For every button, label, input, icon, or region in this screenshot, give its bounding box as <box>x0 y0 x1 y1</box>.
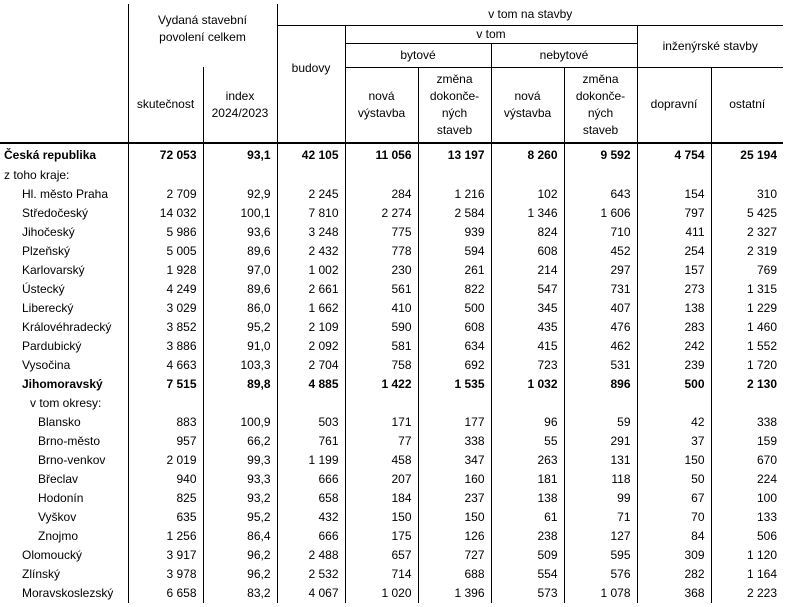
table-row <box>0 204 783 223</box>
cell-value: 13 197 <box>418 143 491 166</box>
header-col-index: index 2024/2023 <box>203 67 277 143</box>
cell-value: 797 <box>637 204 711 223</box>
cell-value: 297 <box>564 261 637 280</box>
cell-value: 157 <box>637 261 711 280</box>
cell-value: 1 002 <box>277 261 345 280</box>
row-label: Blansko <box>38 415 81 429</box>
cell-value: 150 <box>418 508 491 527</box>
cell-value <box>128 166 203 185</box>
cell-value: 531 <box>564 356 637 375</box>
cell-value: 237 <box>418 489 491 508</box>
cell-value: 3 029 <box>128 299 203 318</box>
cell-value: 284 <box>345 185 418 204</box>
cell-value: 778 <box>345 242 418 261</box>
header-v-tom: v tom <box>345 25 637 43</box>
cell-value: 1 256 <box>128 527 203 546</box>
cell-value: 207 <box>345 470 418 489</box>
cell-value: 55 <box>491 432 564 451</box>
cell-value: 1 422 <box>345 375 418 394</box>
cell-value: 150 <box>637 451 711 470</box>
cell-value <box>128 394 203 413</box>
cell-value: 291 <box>564 432 637 451</box>
cell-value: 1 078 <box>564 584 637 603</box>
cell-value: 89,6 <box>203 280 277 299</box>
cell-value: 89,8 <box>203 375 277 394</box>
cell-value: 118 <box>564 470 637 489</box>
table-row <box>0 413 783 432</box>
cell-value: 96,2 <box>203 565 277 584</box>
row-label: Středočeský <box>22 206 89 220</box>
cell-value: 432 <box>277 508 345 527</box>
cell-value: 84 <box>637 527 711 546</box>
cell-value: 476 <box>564 318 637 337</box>
row-label: Vyškov <box>38 510 77 524</box>
cell-value: 25 194 <box>711 143 783 166</box>
cell-value: 3 917 <box>128 546 203 565</box>
cell-value: 775 <box>345 223 418 242</box>
row-label: Královéhradecký <box>22 320 112 334</box>
cell-value: 14 032 <box>128 204 203 223</box>
cell-value: 825 <box>128 489 203 508</box>
cell-value: 7 810 <box>277 204 345 223</box>
cell-value: 2 109 <box>277 318 345 337</box>
cell-value: 822 <box>418 280 491 299</box>
cell-value: 561 <box>345 280 418 299</box>
cell-value: 175 <box>345 527 418 546</box>
cell-value <box>203 394 277 413</box>
header-residential: bytové <box>345 43 491 67</box>
table-row <box>0 280 783 299</box>
header-col-res-new: nová výstavba <box>345 67 418 143</box>
cell-value: 1 032 <box>491 375 564 394</box>
cell-value: 547 <box>491 280 564 299</box>
table-row <box>0 565 783 584</box>
cell-value: 214 <box>491 261 564 280</box>
cell-value: 688 <box>418 565 491 584</box>
cell-value: 1 164 <box>711 565 783 584</box>
cell-value: 411 <box>637 223 711 242</box>
cell-value: 415 <box>491 337 564 356</box>
cell-value: 91,0 <box>203 337 277 356</box>
cell-value: 131 <box>564 451 637 470</box>
cell-value: 338 <box>418 432 491 451</box>
table-row <box>0 261 783 280</box>
cell-value: 410 <box>345 299 418 318</box>
cell-value: 138 <box>637 299 711 318</box>
cell-value: 100,1 <box>203 204 277 223</box>
table-row <box>0 394 783 413</box>
row-label: Hodonín <box>38 491 84 505</box>
cell-value <box>637 394 711 413</box>
cell-value: 4 754 <box>637 143 711 166</box>
cell-value: 2 019 <box>128 451 203 470</box>
cell-value: 347 <box>418 451 491 470</box>
table-row <box>0 337 783 356</box>
cell-value: 957 <box>128 432 203 451</box>
cell-value: 608 <box>491 242 564 261</box>
cell-value: 181 <box>491 470 564 489</box>
cell-value: 171 <box>345 413 418 432</box>
cell-value: 3 886 <box>128 337 203 356</box>
header-engineering: inženýrské stavby <box>637 25 783 67</box>
cell-value: 758 <box>345 356 418 375</box>
cell-value <box>491 166 564 185</box>
cell-value <box>637 166 711 185</box>
cell-value: 407 <box>564 299 637 318</box>
table-body <box>0 143 783 603</box>
row-label: Moravskoslezský <box>22 586 114 600</box>
header-col-nonres-change: změna dokonče-ných staveb <box>564 67 637 143</box>
cell-value: 1 020 <box>345 584 418 603</box>
cell-value: 769 <box>711 261 783 280</box>
cell-value: 761 <box>277 432 345 451</box>
cell-value: 273 <box>637 280 711 299</box>
cell-value: 59 <box>564 413 637 432</box>
table-row <box>0 299 783 318</box>
cell-value: 184 <box>345 489 418 508</box>
cell-value: 643 <box>564 185 637 204</box>
table-row <box>0 242 783 261</box>
cell-value: 238 <box>491 527 564 546</box>
cell-value: 8 260 <box>491 143 564 166</box>
cell-value: 6 658 <box>128 584 203 603</box>
cell-value: 368 <box>637 584 711 603</box>
cell-value: 338 <box>711 413 783 432</box>
cell-value: 126 <box>418 527 491 546</box>
cell-value <box>277 394 345 413</box>
cell-value: 554 <box>491 565 564 584</box>
cell-value: 86,4 <box>203 527 277 546</box>
cell-value: 635 <box>128 508 203 527</box>
row-label: Plzeňský <box>22 244 71 258</box>
cell-value: 2 223 <box>711 584 783 603</box>
cell-value: 103,3 <box>203 356 277 375</box>
cell-value: 345 <box>491 299 564 318</box>
cell-value <box>711 166 783 185</box>
cell-value: 89,6 <box>203 242 277 261</box>
cell-value: 154 <box>637 185 711 204</box>
cell-value: 230 <box>345 261 418 280</box>
cell-value: 2 327 <box>711 223 783 242</box>
header-col-nonres-new: nová výstavba <box>491 67 564 143</box>
cell-value: 133 <box>711 508 783 527</box>
cell-value: 4 067 <box>277 584 345 603</box>
cell-value: 71 <box>564 508 637 527</box>
row-label: Pardubický <box>22 339 82 353</box>
cell-value: 1 216 <box>418 185 491 204</box>
cell-value: 242 <box>637 337 711 356</box>
cell-value: 462 <box>564 337 637 356</box>
row-label: Ústecký <box>22 282 65 296</box>
cell-value: 177 <box>418 413 491 432</box>
cell-value: 37 <box>637 432 711 451</box>
table-row <box>0 318 783 337</box>
cell-value: 594 <box>418 242 491 261</box>
table-row <box>0 584 783 603</box>
cell-value <box>711 394 783 413</box>
cell-value <box>418 394 491 413</box>
cell-value <box>564 394 637 413</box>
header-col-res-change: změna dokonče-ných staveb <box>418 67 491 143</box>
cell-value: 67 <box>637 489 711 508</box>
cell-value: 309 <box>637 546 711 565</box>
cell-value: 595 <box>564 546 637 565</box>
cell-value: 1 199 <box>277 451 345 470</box>
cell-value: 1 460 <box>711 318 783 337</box>
cell-value: 2 532 <box>277 565 345 584</box>
cell-value: 4 249 <box>128 280 203 299</box>
cell-value: 282 <box>637 565 711 584</box>
cell-value: 1 315 <box>711 280 783 299</box>
header-col-transport: dopravní <box>637 67 711 143</box>
cell-value: 666 <box>277 527 345 546</box>
cell-value: 7 515 <box>128 375 203 394</box>
cell-value: 50 <box>637 470 711 489</box>
table-row <box>0 185 783 204</box>
cell-value: 503 <box>277 413 345 432</box>
cell-value: 100 <box>711 489 783 508</box>
cell-value: 42 <box>637 413 711 432</box>
cell-value: 1 535 <box>418 375 491 394</box>
row-label: Brno-město <box>38 434 101 448</box>
cell-value: 9 592 <box>564 143 637 166</box>
cell-value: 1 662 <box>277 299 345 318</box>
cell-value: 573 <box>491 584 564 603</box>
row-label: z toho kraje: <box>4 168 70 182</box>
cell-value: 896 <box>564 375 637 394</box>
table-row <box>0 527 783 546</box>
table-row <box>0 223 783 242</box>
cell-value: 159 <box>711 432 783 451</box>
cell-value: 127 <box>564 527 637 546</box>
cell-value: 310 <box>711 185 783 204</box>
cell-value: 4 885 <box>277 375 345 394</box>
cell-value: 224 <box>711 470 783 489</box>
row-label: Jihomoravský <box>22 377 103 391</box>
row-label: Česká republika <box>0 143 128 166</box>
cell-value: 657 <box>345 546 418 565</box>
cell-value: 95,2 <box>203 318 277 337</box>
cell-value: 283 <box>637 318 711 337</box>
cell-value: 435 <box>491 318 564 337</box>
row-label: v tom okresy: <box>30 396 102 410</box>
cell-value: 2 274 <box>345 204 418 223</box>
cell-value: 93,1 <box>203 143 277 166</box>
cell-value: 1 552 <box>711 337 783 356</box>
cell-value: 93,6 <box>203 223 277 242</box>
cell-value: 2 130 <box>711 375 783 394</box>
cell-value: 3 248 <box>277 223 345 242</box>
cell-value <box>277 166 345 185</box>
cell-value: 138 <box>491 489 564 508</box>
cell-value: 99,3 <box>203 451 277 470</box>
cell-value <box>491 394 564 413</box>
cell-value: 72 053 <box>128 143 203 166</box>
cell-value: 3 852 <box>128 318 203 337</box>
cell-value: 102 <box>491 185 564 204</box>
cell-value <box>345 166 418 185</box>
cell-value <box>418 166 491 185</box>
cell-value: 458 <box>345 451 418 470</box>
cell-value: 93,2 <box>203 489 277 508</box>
cell-value: 4 663 <box>128 356 203 375</box>
cell-value: 254 <box>637 242 711 261</box>
cell-value: 2 709 <box>128 185 203 204</box>
header-empty-corner <box>0 4 128 143</box>
cell-value: 239 <box>637 356 711 375</box>
header-col-other: ostatní <box>711 67 783 143</box>
table-row <box>0 356 783 375</box>
table-header <box>0 4 783 143</box>
table-row <box>0 166 783 185</box>
cell-value: 95,2 <box>203 508 277 527</box>
row-label: Jihočeský <box>22 225 75 239</box>
cell-value: 452 <box>564 242 637 261</box>
cell-value <box>564 166 637 185</box>
header-col-actual: skutečnost <box>128 67 203 143</box>
row-label: Vysočina <box>22 358 71 372</box>
cell-value: 576 <box>564 565 637 584</box>
cell-value: 261 <box>418 261 491 280</box>
cell-value: 100,9 <box>203 413 277 432</box>
cell-value: 1 928 <box>128 261 203 280</box>
cell-value: 692 <box>418 356 491 375</box>
header-issued-total: Vydaná stavební povolení celkem <box>128 4 277 67</box>
cell-value: 500 <box>418 299 491 318</box>
cell-value: 940 <box>128 470 203 489</box>
table-row <box>0 432 783 451</box>
cell-value <box>345 394 418 413</box>
row-label: Liberecký <box>22 301 74 315</box>
cell-value: 86,0 <box>203 299 277 318</box>
cell-value: 61 <box>491 508 564 527</box>
cell-value: 11 056 <box>345 143 418 166</box>
cell-value: 2 432 <box>277 242 345 261</box>
cell-value: 1 120 <box>711 546 783 565</box>
cell-value: 2 704 <box>277 356 345 375</box>
cell-value: 93,3 <box>203 470 277 489</box>
cell-value: 1 720 <box>711 356 783 375</box>
cell-value: 731 <box>564 280 637 299</box>
row-label: Olomoucký <box>22 548 83 562</box>
cell-value: 2 661 <box>277 280 345 299</box>
building-permits-table <box>0 4 783 603</box>
cell-value: 2 245 <box>277 185 345 204</box>
cell-value: 150 <box>345 508 418 527</box>
cell-value: 500 <box>637 375 711 394</box>
cell-value: 97,0 <box>203 261 277 280</box>
cell-value: 727 <box>418 546 491 565</box>
row-label: Karlovarský <box>22 263 85 277</box>
table-row <box>0 143 783 166</box>
cell-value: 1 229 <box>711 299 783 318</box>
cell-value: 66,2 <box>203 432 277 451</box>
cell-value: 658 <box>277 489 345 508</box>
cell-value: 96 <box>491 413 564 432</box>
cell-value: 2 488 <box>277 546 345 565</box>
cell-value: 590 <box>345 318 418 337</box>
header-group-main: v tom na stavby <box>277 4 783 25</box>
header-nonresidential: nebytové <box>491 43 637 67</box>
cell-value: 5 986 <box>128 223 203 242</box>
cell-value: 608 <box>418 318 491 337</box>
cell-value: 666 <box>277 470 345 489</box>
cell-value: 83,2 <box>203 584 277 603</box>
cell-value: 1 346 <box>491 204 564 223</box>
cell-value: 5 425 <box>711 204 783 223</box>
row-label: Znojmo <box>38 529 79 543</box>
cell-value: 2 092 <box>277 337 345 356</box>
cell-value: 581 <box>345 337 418 356</box>
cell-value: 714 <box>345 565 418 584</box>
cell-value: 883 <box>128 413 203 432</box>
table-row <box>0 489 783 508</box>
table-row <box>0 546 783 565</box>
row-label: Brno-venkov <box>38 453 106 467</box>
cell-value: 1 396 <box>418 584 491 603</box>
cell-value: 160 <box>418 470 491 489</box>
header-col-buildings: budovy <box>277 25 345 143</box>
cell-value: 3 978 <box>128 565 203 584</box>
cell-value: 96,2 <box>203 546 277 565</box>
cell-value: 939 <box>418 223 491 242</box>
table-row <box>0 375 783 394</box>
table-row <box>0 508 783 527</box>
cell-value: 92,9 <box>203 185 277 204</box>
cell-value: 99 <box>564 489 637 508</box>
cell-value: 42 105 <box>277 143 345 166</box>
cell-value: 509 <box>491 546 564 565</box>
table-row <box>0 470 783 489</box>
table-row <box>0 451 783 470</box>
cell-value: 1 606 <box>564 204 637 223</box>
row-label: Břeclav <box>38 472 79 486</box>
cell-value: 77 <box>345 432 418 451</box>
cell-value: 5 005 <box>128 242 203 261</box>
cell-value: 2 584 <box>418 204 491 223</box>
cell-value: 723 <box>491 356 564 375</box>
cell-value: 506 <box>711 527 783 546</box>
row-label: Zlínský <box>22 567 61 581</box>
row-label: Hl. město Praha <box>22 187 109 201</box>
cell-value: 824 <box>491 223 564 242</box>
cell-value: 670 <box>711 451 783 470</box>
cell-value: 70 <box>637 508 711 527</box>
cell-value: 2 319 <box>711 242 783 261</box>
cell-value: 710 <box>564 223 637 242</box>
cell-value: 634 <box>418 337 491 356</box>
cell-value: 263 <box>491 451 564 470</box>
cell-value <box>203 166 277 185</box>
